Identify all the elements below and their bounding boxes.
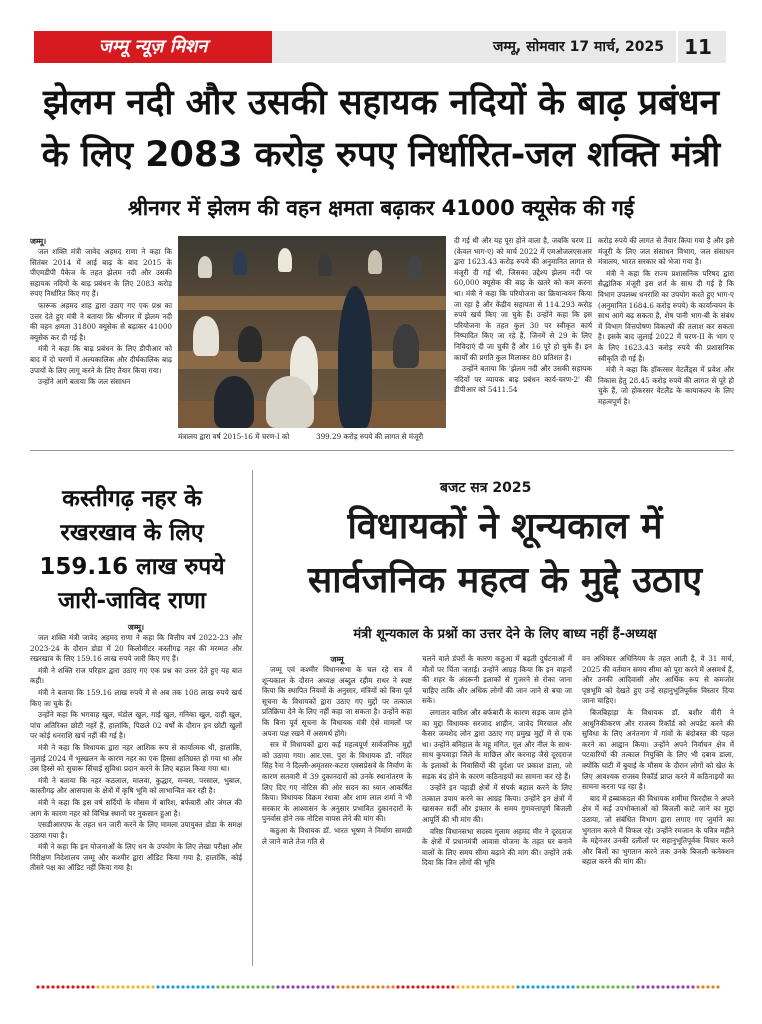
footer-dot: [651, 985, 654, 988]
footer-dot: [401, 985, 404, 988]
footer-dot: [626, 985, 629, 988]
footer-dot: [436, 985, 439, 988]
footer-dot: [36, 985, 39, 988]
footer-dot: [181, 985, 184, 988]
footer-dot: [41, 985, 44, 988]
footer-dot: [496, 985, 499, 988]
brand-logo: जम्मू न्यूज़ मिशन: [34, 31, 272, 63]
footer-dot: [716, 985, 719, 988]
footer-dot: [276, 985, 279, 988]
lead-paragraph: फारूक अहमद शाह द्वारा उठाए गए एक प्रश्न का उत्तर देते हुए मंत्री ने बताया कि श्रीनगर में झेलम नदी की वहन क्षमता 31800 क्यूसेक से बढ़ाकर 41000 क्यूसेक कर दी गई है।: [30, 300, 172, 342]
footer-dot: [541, 985, 544, 988]
story3-paragraph: वन अधिकार अधिनियम के तहत आती है, वे 31 मार्च, 2025 की वर्तमान समय सीमा को पूरा करने में असमर्थ हैं, और उनकी आदिवासी और आर्थिक रूप से कमजोर पृष्ठभूमि को देखते हुए उन्हें सहानुभूतिपूर्वक विस्तार दिया जाना चाहिए।: [582, 654, 734, 706]
footer-dot: [196, 985, 199, 988]
story2-paragraph: मंत्री ने कहा कि इन योजनाओं के लिए धन के उपयोग के लिए लेखा परीक्षा और निरीक्षण निदेशालय जम्मू और कश्मीर द्वारा ऑडिट किया गया है, हालांकि, कोई तीसरे पक्ष का ऑडिट नहीं किया गया है।: [30, 842, 242, 873]
story3-paragraph: चलने वाले डंपरों के कारण कठुआ में बढ़ती दुर्घटनाओं में मौतों पर चिंता जताई। उन्होंने आग्रह किया कि इन वाहनों की शहर के अंदरूनी इलाकों से गुजरने से रोका जाना चाहिए ताकि और अधिक लोगों की जान जाने से बचा जा सके।: [422, 654, 572, 706]
footer-dot: [536, 985, 539, 988]
footer-dot: [151, 985, 154, 988]
footer-dot: [381, 985, 384, 988]
lead-subhead: श्रीनगर में झेलम की वहन क्षमता बढ़ाकर 41000 क्यूसेक की गई: [127, 196, 635, 220]
footer-dot: [596, 985, 599, 988]
lead-paragraph: जल शक्ति मंत्री जावेद अहमद राणा ने कहा कि सितंबर 2014 में आई बाढ़ के बाद 2015 के पीएमडीपी पैकेज के तहत झेलम नदी और उसकी सहायक नदियों के बाढ़ प्रबंधन के लिए 2083 करोड़ रुपए निर्धारित किए गए हैं।: [30, 247, 172, 299]
lead-column-1: [30, 236, 172, 434]
footer-dot: [511, 985, 514, 988]
story3-paragraph: जम्मू एवं कश्मीर विधानसभा के चल रहे सत्र में शून्यकाल के दौरान अध्यक्ष अब्दुल रहीम राथर ने स्पष्ट किया कि स्थापित नियमों के अनुसार, मंत्रियों को बिना पूर्व सूचना के विधायकों द्वारा उठाए गए मुद्दों पर तत्काल प्रतिक्रिया देने के लिए नहीं कहा जा सकता है। उन्होंने कहा कि बिना पूर्व सूचना के विधायक मंत्री ऐसे मामलों पर अपना पक्ष रखने में असमर्थ होंगे।: [262, 665, 412, 738]
footer-dot: [681, 985, 684, 988]
footer-dot: [116, 985, 119, 988]
footer-dot: [66, 985, 69, 988]
footer-dot: [636, 985, 639, 988]
assembly-photo: [178, 236, 446, 428]
footer-dot: [671, 985, 674, 988]
footer-dot: [286, 985, 289, 988]
footer-dot: [326, 985, 329, 988]
footer-dot: [371, 985, 374, 988]
lead-paragraph: मंत्री ने कहा कि बाढ़ प्रबंधन के लिए डीपीआर को बाद में दो चरणों में अल्पकालिक और दीर्घकालिक बाढ़ उपायों के लिए लागू करने के लिए तैयार किया गया।: [30, 344, 172, 375]
footer-dot: [661, 985, 664, 988]
footer-dot: [576, 985, 579, 988]
footer-dot: [161, 985, 164, 988]
footer-dot: [386, 985, 389, 988]
footer-dot: [471, 985, 474, 988]
section-divider: [30, 450, 734, 451]
story3-subhead: मंत्री शून्यकाल के प्रश्नों का उत्तर देने के लिए बाध्य नहीं हैं-अध्यक्ष: [353, 627, 657, 642]
footer-dot: [271, 985, 274, 988]
footer-dot-rule: [34, 982, 726, 992]
story2-body: [30, 622, 242, 966]
column-divider: [252, 470, 253, 966]
footer-dot: [586, 985, 589, 988]
footer-dot: [186, 985, 189, 988]
footer-dot: [461, 985, 464, 988]
footer-dot: [176, 985, 179, 988]
footer-dot: [691, 985, 694, 988]
footer-dot: [76, 985, 79, 988]
footer-dot: [416, 985, 419, 988]
footer-dot: [306, 985, 309, 988]
story2-byline: जम्मू।: [127, 623, 145, 632]
footer-dot: [491, 985, 494, 988]
footer-dot: [616, 985, 619, 988]
footer-dot: [526, 985, 529, 988]
lead-paragraph: उन्होंने बताया कि 'झेलम नदी और उसकी सहायक नदियों पर व्यापक बाढ़ प्रबंधन कार्य-चरण-2' की डीपीआर को 5411.54: [454, 364, 592, 395]
footer-dot: [136, 985, 139, 988]
story3-paragraph: कठुआ के विधायक डॉ. भारत भूषण ने निर्माण सामग्री ले जाने वाले तेज गति से: [262, 825, 412, 846]
footer-dot: [226, 985, 229, 988]
footer-dot: [516, 985, 519, 988]
lead-paragraph: मंत्री ने कहा कि हॉकरसर वेटलैंड्स में प्रवेश और निकास हेतु 28.45 करोड़ रुपये की लागत से पूरे हो चुके हैं, जो होकरसर वेटलैंड के कायाकल्प के लिए महत्वपूर्ण है।: [598, 365, 734, 406]
footer-dot: [431, 985, 434, 988]
masthead: [34, 31, 726, 63]
footer-dot: [696, 985, 699, 988]
footer-dot: [311, 985, 314, 988]
story3-paragraph: सत्र में विधायकों द्वारा कई महत्वपूर्ण सार्वजनिक मुद्दों को उठाया गया। आर.एस. पुरा के विधायक डॉ. नरिंदर सिंह रैना ने दिल्ली-अमृतसर-कटरा एक्सप्रेसवे के निर्माण के कारण सतवारी में 39 दुकानदारों को उनके स्थानांतरण के लिए दिए गए नोटिस की ओर सदन का ध्यान आकर्षित किया। विधायक विक्रम रंधावा और शाम लाल शर्मा ने भी सरकार के आश्वासन के अनुसार प्रभावित दुकानदारों के पुनर्वास होने तक नोटिस वापस लेने की मांग की।: [262, 740, 412, 824]
story3-headline-line1: विधायकों ने शून्यकाल में: [347, 506, 663, 547]
footer-dot: [566, 985, 569, 988]
dateline: जम्मू, सोमवार 17 मार्च, 2025: [492, 39, 664, 55]
footer-dot: [571, 985, 574, 988]
footer-dot: [331, 985, 334, 988]
footer-dot: [666, 985, 669, 988]
footer-dot: [346, 985, 349, 988]
footer-dot: [61, 985, 64, 988]
footer-dot: [581, 985, 584, 988]
footer-dot: [216, 985, 219, 988]
footer-dot: [71, 985, 74, 988]
footer-dot: [336, 985, 339, 988]
footer-dot: [686, 985, 689, 988]
footer-dot: [531, 985, 534, 988]
footer-dot: [166, 985, 169, 988]
footer-dot: [246, 985, 249, 988]
footer-dot: [376, 985, 379, 988]
lead-byline: जम्मू।: [30, 237, 47, 246]
footer-dot: [211, 985, 214, 988]
footer-dot: [231, 985, 234, 988]
footer-dot: [411, 985, 414, 988]
footer-dot: [131, 985, 134, 988]
lead-headline-line2: के लिए 2083 करोड़ रुपए निर्धारित-जल शक्ति मंत्री: [41, 135, 721, 175]
story3-paragraph: लगातार बारिश और बर्फबारी के कारण सड़क जाम होने का मुद्दा विधायक सरजाद शाहीन, जावेद मिरचाल और कैसर जमशेद लोन द्वारा उठाए गए प्रमुख मुद्दों में से एक था। उन्होंने बनिहाल के महू मंगित, गूल और नील के साथ-साथ कुपवाड़ा जिले के माछिल और करनाह जैसे दूरदराज के इलाकों के निवासियों की दुर्दशा पर प्रकाश डाला, जो सड़क बंद होने के कारण कठिनाइयों का सामना कर रहे हैं।: [422, 707, 572, 781]
footer-dot: [646, 985, 649, 988]
footer-dot: [501, 985, 504, 988]
lead-headline-line1: झेलम नदी और उसकी सहायक नदियों के बाढ़ प्रबंधन: [43, 83, 719, 123]
footer-dot: [141, 985, 144, 988]
story2-paragraph: मंत्री ने बताया कि नहर कठलाल, मालवा, कुद्धार, मन्वस, परसाल, भुबाल, कास्तीगढ़ और आसपास के क्षेत्रों में कृषि भूमि को लाभान्वित कर रही है।: [30, 775, 242, 796]
story3-paragraph: वरिष्ठ विधानसभा सदस्य गुलाम अहमद मीर ने दूरदराज के क्षेत्रों में प्रधानमंत्री आवास योजना के तहत घर बनाने वालों के लिए समय सीमा बढ़ाने की मांग की। उन्होंने तर्क दिया कि जिन लोगों की भूमि: [422, 826, 572, 868]
footer-dot: [281, 985, 284, 988]
footer-dot: [101, 985, 104, 988]
footer-dot: [391, 985, 394, 988]
footer-dot: [476, 985, 479, 988]
footer-dot: [486, 985, 489, 988]
footer-dot: [621, 985, 624, 988]
footer-dot: [266, 985, 269, 988]
story3-column-3: [582, 654, 734, 970]
footer-dot: [256, 985, 259, 988]
footer-dot: [341, 985, 344, 988]
footer-dot: [406, 985, 409, 988]
footer-dot: [261, 985, 264, 988]
footer-dot: [441, 985, 444, 988]
story2-paragraph: जल शक्ति मंत्री जावेद अहमद राणा ने कहा कि वित्तीय वर्ष 2022-23 और 2023-24 के दौरान डोडा में 20 किलोमीटर कस्तीगढ़ नहर की मरम्मत और रखरखाव के लिए 159.16 लाख रुपये जारी किए गए हैं।: [30, 633, 242, 664]
story3-byline: जम्मू: [330, 655, 344, 664]
footer-dot: [701, 985, 704, 988]
footer-dot: [706, 985, 709, 988]
footer-dot: [191, 985, 194, 988]
story2-paragraph: एसडीआरएफ के तहत धन जारी करने के लिए मामला उपायुक्त डोडा के समक्ष उठाया गया है।: [30, 820, 242, 840]
footer-dot: [46, 985, 49, 988]
footer-dot: [126, 985, 129, 988]
footer-dot: [456, 985, 459, 988]
footer-dot: [86, 985, 89, 988]
footer-dot: [606, 985, 609, 988]
footer-dot: [236, 985, 239, 988]
footer-dot: [506, 985, 509, 988]
footer-dot: [676, 985, 679, 988]
story3-paragraph: उन्होंने इन पहाड़ी क्षेत्रों में संपर्क बहाल करने के लिए तत्काल उपाय करने का आग्रह किया। उन्होंने इन क्षेत्रों में खासकर सर्दी और इफ्तार के समय गुणवत्तापूर्ण बिजली आपूर्ति की भी मांग की।: [422, 783, 572, 824]
lead-paragraph: मंत्री ने कहा कि राज्य प्रशासनिक परिषद द्वारा सैद्धांतिक मंजूरी इस शर्त के साथ दी गई है कि विभाग उपलब्ध धनराशि का उपयोग करते हुए भाग-ए (अनुमानित 1684.6 करोड़ रुपये) के कार्यान्वयन के साथ आगे बढ़ सकता है, शेष पानी भाग-बी के संबंध में विभाग वित्तपोषण विकल्पों की तलाश कर सकता है। इसके बाद जुलाई 2022 में चरण-II के भाग ए के लिए 1623.43 करोड़ रुपये की प्रशासनिक स्वीकृति दी गई है।: [598, 268, 734, 363]
footer-dot: [316, 985, 319, 988]
story2-headline: कस्तीगढ़ नहर के रखरखाव के लिए 159.16 लाख रुपये जारी-जाविद राणा: [39, 486, 225, 614]
story3-paragraph: बिजबिहाड़ा के विधायक डॉ. बशीर वीरी ने आधुनिकीकरण और राजस्व रिकॉर्ड को अपडेट करने की सुविधा के लिए अनंतनाग में गांवों के बंदोबस्त की पहल करने का आह्वान किया। उन्होंने अपने निर्वाचन क्षेत्र में पटवारियों की तत्काल नियुक्ति के लिए भी दबाव डाला, क्योंकि घाटी में बुवाई के मौसम के दौरान लोगों को खेत के लिए आवश्यक राजस्व रिकॉर्ड प्राप्त करने में कठिनाइयों का सामना करना पड़ रहा है।: [582, 707, 734, 792]
footer-dot: [366, 985, 369, 988]
footer-dot: [206, 985, 209, 988]
footer-dot: [546, 985, 549, 988]
lead-column-4: [598, 236, 734, 446]
footer-dot: [321, 985, 324, 988]
footer-dot: [561, 985, 564, 988]
footer-dot: [291, 985, 294, 988]
story2-paragraph: मंत्री ने कहा कि विधायक द्वारा नहर आशिक रूप से कार्यात्मक थी, हालांकि, जुलाई 2024 में भूस्खलन के कारण नहर का एक हिस्सा क्षतिग्रस्त हो गया था और उस हिस्से को सुचारू सिंचाई सुविधा प्रदान करने के लिए बहाल किया गया था।: [30, 742, 242, 774]
footer-dot: [156, 985, 159, 988]
footer-dot: [466, 985, 469, 988]
lead-column-3: [454, 236, 592, 446]
footer-dot: [601, 985, 604, 988]
story3-paragraph: बाद में हब्बाकदल की विधायक शमीमा फिरदौस ने अपने क्षेत्र में कई उपभोक्ताओं को बिजली काटे जाने का मुद्दा उठाया, जो संबंधित विभाग द्वारा लगाए गए जुर्माने का भुगतान करने में विफल रहे। उन्होंने रमजान के पवित्र महीने के मद्देनजर उनकी दलीलों पर सहानुभूतिपूर्वक विचार करने और बिलों का भुगतान करने तक उनके बिजली कनेक्शन बहाल करने की मांग की।: [582, 793, 734, 867]
footer-dot: [361, 985, 364, 988]
lead-paragraph: दी गई थी और यह पूरा होने वाला है, जबकि चरण II (केवल भाग-ए) को मार्च 2022 में एमओजलएसआर द्वारा 1623.43 करोड़ रुपये की अनुमानित लागत से मंजूरी दी गई थी, जिसका उद्देश्य झेलम नदी पर 60,000 क्यूसेक की बाढ़ के खतरे को कम करना था। मंत्री ने कहा कि परियोजना का क्रियान्वयन किया जा रहा है और केंद्रीय सहायता से 114.293 करोड़ रुपये खर्च किए जा चुके हैं। उन्होंने कहा कि इस परियोजना के तहत कुल 30 पर स्वीकृत कार्य निष्पादित किए जा रहे हैं, जिनमें से 29 के लिए निविदाएं दी जा चुकी हैं और 16 पूरे हो चुके हैं। इन कार्यों की प्रगति कुल मिलाकर 80 प्रतिशत है।: [454, 236, 592, 362]
footer-dot: [641, 985, 644, 988]
story2-paragraph: मंत्री ने कहा कि इस वर्ष सर्दियों के मौसम में बारिश, बर्फबारी और जंगल की आग के कारण नहर को विभिन्न स्थानों पर नुकसान हुआ है।: [30, 797, 242, 818]
story3-column-2: [422, 654, 572, 970]
lead-paragraph: उन्होंने आगे बताया कि जल संसाधन: [38, 377, 131, 387]
footer-dot: [451, 985, 454, 988]
photo-caption-right: 399.29 करोड़ रुपये की लागत से मंजूरी: [316, 432, 424, 441]
footer-dot: [556, 985, 559, 988]
footer-dot: [241, 985, 244, 988]
footer-dot: [121, 985, 124, 988]
story3-kicker: बजट सत्र 2025: [440, 480, 532, 496]
footer-dot: [711, 985, 714, 988]
lead-paragraph: करोड़ रुपये की लागत से तैयार किया गया है और इसे मंजूरी के लिए जल संसाधन विभाग, जल संसाधन मंत्रालय, भारत सरकार को भेजा गया है।: [598, 236, 734, 267]
footer-dot: [351, 985, 354, 988]
footer-dot: [426, 985, 429, 988]
footer-dot: [656, 985, 659, 988]
story3-column-1: [262, 654, 412, 970]
footer-dot: [96, 985, 99, 988]
footer-dot: [551, 985, 554, 988]
footer-dot: [51, 985, 54, 988]
footer-dot: [631, 985, 634, 988]
footer-dot: [421, 985, 424, 988]
page-number: 11: [676, 31, 718, 63]
story2-paragraph: मंत्री ने शक्ति राज परिहार द्वारा उठाए गए एक प्रश्न का उत्तर देते हुए यह बात कही।: [30, 665, 242, 686]
footer-dot: [106, 985, 109, 988]
footer-dot: [611, 985, 614, 988]
footer-dot: [251, 985, 254, 988]
footer-dot: [301, 985, 304, 988]
footer-dot: [481, 985, 484, 988]
footer-dot: [201, 985, 204, 988]
footer-dot: [171, 985, 174, 988]
photo-caption-left: मंत्रालय द्वारा वर्ष 2015-16 में चरण-I को: [178, 432, 290, 441]
story3-headline-line2: सार्वजनिक महत्व के मुद्दे उठाए: [307, 560, 703, 601]
footer-dot: [591, 985, 594, 988]
footer-dot: [446, 985, 449, 988]
footer-dot: [356, 985, 359, 988]
footer-dot: [81, 985, 84, 988]
footer-dot: [221, 985, 224, 988]
story2-paragraph: उन्होंने कहा कि भगवाह खुल, मंडोल खुल, गाई खुल, गनिका खुल, दाही खुल, पांच अतिरिक्त छोटी नहरें हैं, हालांकि, पिछले 02 वर्षों के दौरान इन छोटी खुलों पर कोई धनराशि खर्च नहीं की गई है।: [30, 710, 242, 741]
footer-dot: [111, 985, 114, 988]
story2-paragraph: मंत्री ने बताया कि 159.16 लाख रुपये में से अब तक 108 लाख रुपये खर्च किए जा चुके हैं।: [30, 687, 242, 708]
footer-dot: [56, 985, 59, 988]
footer-dot: [146, 985, 149, 988]
footer-dot: [296, 985, 299, 988]
footer-dot: [521, 985, 524, 988]
footer-dot: [396, 985, 399, 988]
footer-dot: [91, 985, 94, 988]
